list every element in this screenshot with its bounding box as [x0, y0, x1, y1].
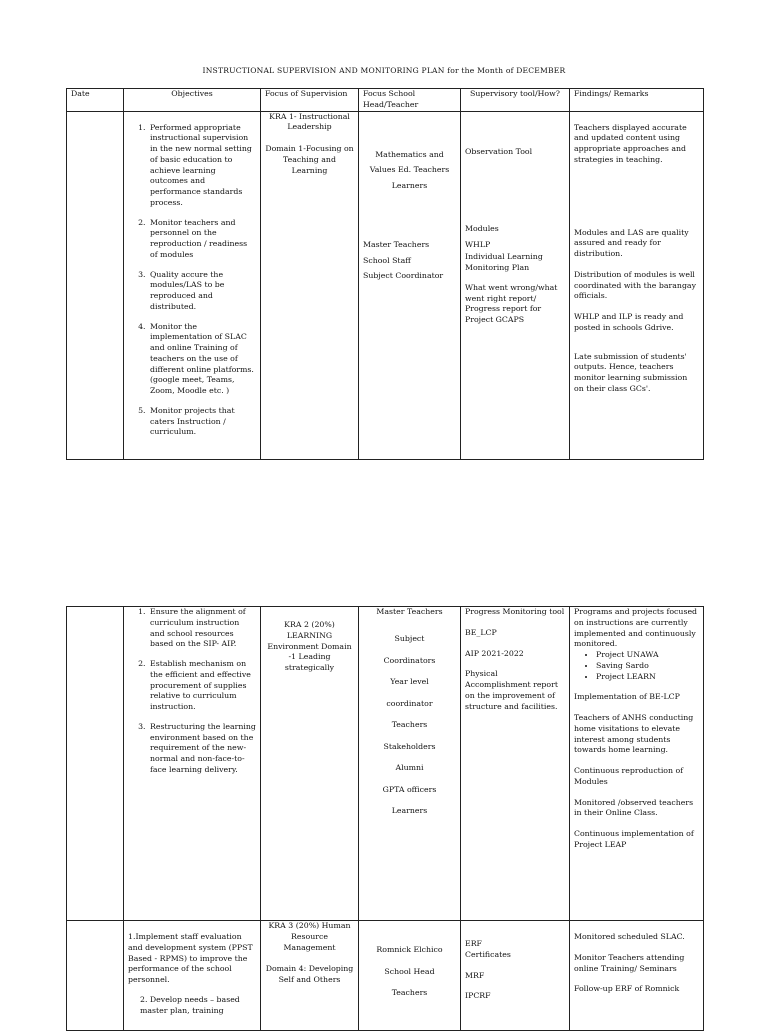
findings-cell: [570, 111, 704, 459]
projects-list: [574, 650, 699, 682]
focus-person: Coordinators: [383, 655, 436, 665]
focus-person: Teachers: [391, 988, 428, 997]
date-cell: [67, 111, 124, 459]
tool-item: Individual Learning Monitoring Plan: [465, 252, 543, 273]
tools-cell: [461, 607, 570, 921]
finding-item: Monitored /observed teachers in their Online Class.: [574, 797, 694, 818]
tool-item: BE_LCP: [465, 627, 497, 637]
table-row: [67, 111, 704, 459]
finding-intro: Programs and projects focused on instructions are currently implemented and continuously monitored.: [574, 607, 698, 649]
list-item: • Project UNAWA: [596, 650, 699, 661]
tool-item: What went wrong/what went right report/ Progress report for Project GCAPS: [465, 282, 558, 325]
header-supervisory-tool: Supervisory tool/How?: [461, 89, 570, 112]
list-item: • Project LEARN: [596, 672, 699, 683]
table-row: [67, 921, 704, 1031]
finding-item: Continuous implementation of Project LEAP: [574, 829, 694, 849]
focus-cell: [261, 921, 359, 1031]
date-cell: [67, 607, 124, 921]
focus-person: Teachers: [391, 720, 428, 729]
header-date: Date: [67, 89, 124, 112]
focus-person: Subject: [394, 634, 425, 643]
tool-item: Observation Tool: [465, 146, 533, 156]
list-item: 1. Performed appropriate instructional supervision in the new normal setting of basic education to achieve learning outcomes and performance standards process.: [148, 123, 256, 209]
focus-cell: [261, 111, 359, 459]
tool-item: Modules: [465, 224, 499, 234]
focus-person: Romnick Elchico: [376, 945, 443, 954]
focus-person: Mathematics and Values Ed. Teachers: [369, 149, 450, 175]
header-focus-school-head: Focus School Head/Teacher: [359, 89, 461, 112]
header-objectives: Objectives: [124, 89, 261, 112]
finding-item: Teachers of ANHS conducting home visitations to elevate interest among students towards home learning.: [574, 713, 694, 755]
findings-cell: [570, 607, 704, 921]
finding-item: Continuous reproduction of Modules: [574, 766, 684, 786]
supervision-plan-table-1: [66, 88, 704, 460]
list-item: 2. Establish mechanism on the efficient and effective procurement of supplies relative to curriculum instruction.: [148, 659, 256, 713]
tool-item: ERF Certificates: [465, 939, 511, 959]
finding-item: Implementation of BE-LCP: [574, 692, 680, 702]
table-row: [67, 607, 704, 921]
list-item: 5. Monitor projects that caters Instruction / curriculum.: [148, 406, 256, 438]
finding-item: WHLP and ILP is ready and posted in schools Gdrive.: [574, 312, 684, 332]
focus-person: Master Teachers: [376, 607, 443, 616]
focus-domain: Domain 1-Focusing on Teaching and Learning: [265, 144, 354, 175]
date-cell: [67, 921, 124, 1031]
objective-item: 2. Develop needs – based master plan, training: [140, 994, 240, 1015]
focus-kra: KRA 3 (20%) Human Resource Management: [268, 921, 351, 952]
header-findings: Findings/ Remarks: [570, 89, 704, 112]
focus-person: Learners: [391, 180, 428, 190]
focus-person: Year level: [390, 677, 429, 686]
focus-domain: Domain 4: Developing Self and Others: [265, 964, 354, 984]
head-teacher-cell: [359, 607, 461, 921]
finding-item: Modules and LAS are quality assured and ready for distribution.: [574, 227, 689, 258]
focus-person: Learners: [391, 806, 428, 815]
list-item: 3. Restructuring the learning environment based on the requirement of the new-normal and non-face-to-face learning delivery.: [148, 722, 256, 776]
tools-cell: [461, 111, 570, 459]
tool-item: Physical Accomplishment report on the improvement of structure and facilities.: [465, 669, 558, 711]
list-item: 3. Quality accure the modules/LAS to be reproduced and distributed.: [148, 270, 256, 313]
objectives-list: [128, 123, 256, 439]
head-teacher-cell: [359, 921, 461, 1031]
finding-item: Distribution of modules is well coordinated with the barangay officials.: [574, 269, 696, 301]
objectives-list: [128, 607, 256, 776]
focus-person: Alumni: [395, 763, 424, 772]
finding-item: Monitor Teachers attending online Training/ Seminars: [574, 952, 685, 973]
tool-item: IPCRF: [465, 991, 491, 1001]
focus-person: School Staff: [363, 255, 411, 265]
focus-cell: [261, 607, 359, 921]
list-item: • Saving Sardo: [596, 661, 699, 672]
focus-person: Master Teachers: [363, 240, 430, 250]
focus-person: Stakeholders: [383, 741, 436, 751]
finding-item: Follow-up ERF of Romnick: [574, 984, 680, 994]
header-focus-of-supervision: Focus of Supervision: [261, 89, 359, 112]
supervision-plan-table-2: [66, 606, 704, 1031]
focus-person: GPTA officers: [382, 784, 437, 794]
objectives-cell: [124, 111, 261, 459]
list-item: 1. Ensure the alignment of curriculum instruction and school resources based on the SIP- AIP.: [148, 607, 256, 650]
tools-cell: [461, 921, 570, 1031]
focus-person: Subject Coordinator: [363, 271, 444, 281]
objectives-cell: [124, 921, 261, 1031]
tool-item: Progress Monitoring tool: [465, 607, 565, 616]
focus-person: School Head: [384, 966, 435, 976]
finding-item: Late submission of students' outputs. Hence, teachers monitor learning submission on their class GCs'.: [574, 351, 688, 393]
finding-item: Teachers displayed accurate and updated content using appropriate approaches and strategies in teaching.: [574, 122, 687, 164]
findings-cell: [570, 921, 704, 1031]
tool-item: WHLP: [465, 239, 491, 249]
objectives-cell: [124, 607, 261, 921]
list-item: 4. Monitor the implementation of SLAC and online Training of teachers on the use of different online platforms. (google meet, Teams, Zoom, Moodle etc. ): [148, 322, 256, 397]
list-item: 2. Monitor teachers and personnel on the reproduction / readiness of modules: [148, 218, 256, 261]
page-title: INSTRUCTIONAL SUPERVISION AND MONITORING PLAN for the Month of DECEMBER: [202, 66, 566, 75]
objective-item: 1.Implement staff evaluation and development system (PPST Based - RPMS) to improve the performance of the school personnel.: [128, 932, 253, 984]
finding-item: Monitored scheduled SLAC.: [574, 932, 685, 941]
focus-person: coordinator: [386, 698, 433, 708]
focus-kra: KRA 2 (20%) LEARNING Environment Domain -1 Leading strategically: [267, 620, 352, 672]
focus-kra: KRA 1- Instructional Leadership: [269, 111, 350, 132]
tool-item: MRF: [465, 970, 485, 980]
tool-item: AIP 2021-2022: [465, 648, 524, 658]
table-header-row: [67, 89, 704, 112]
head-teacher-cell: [359, 111, 461, 459]
